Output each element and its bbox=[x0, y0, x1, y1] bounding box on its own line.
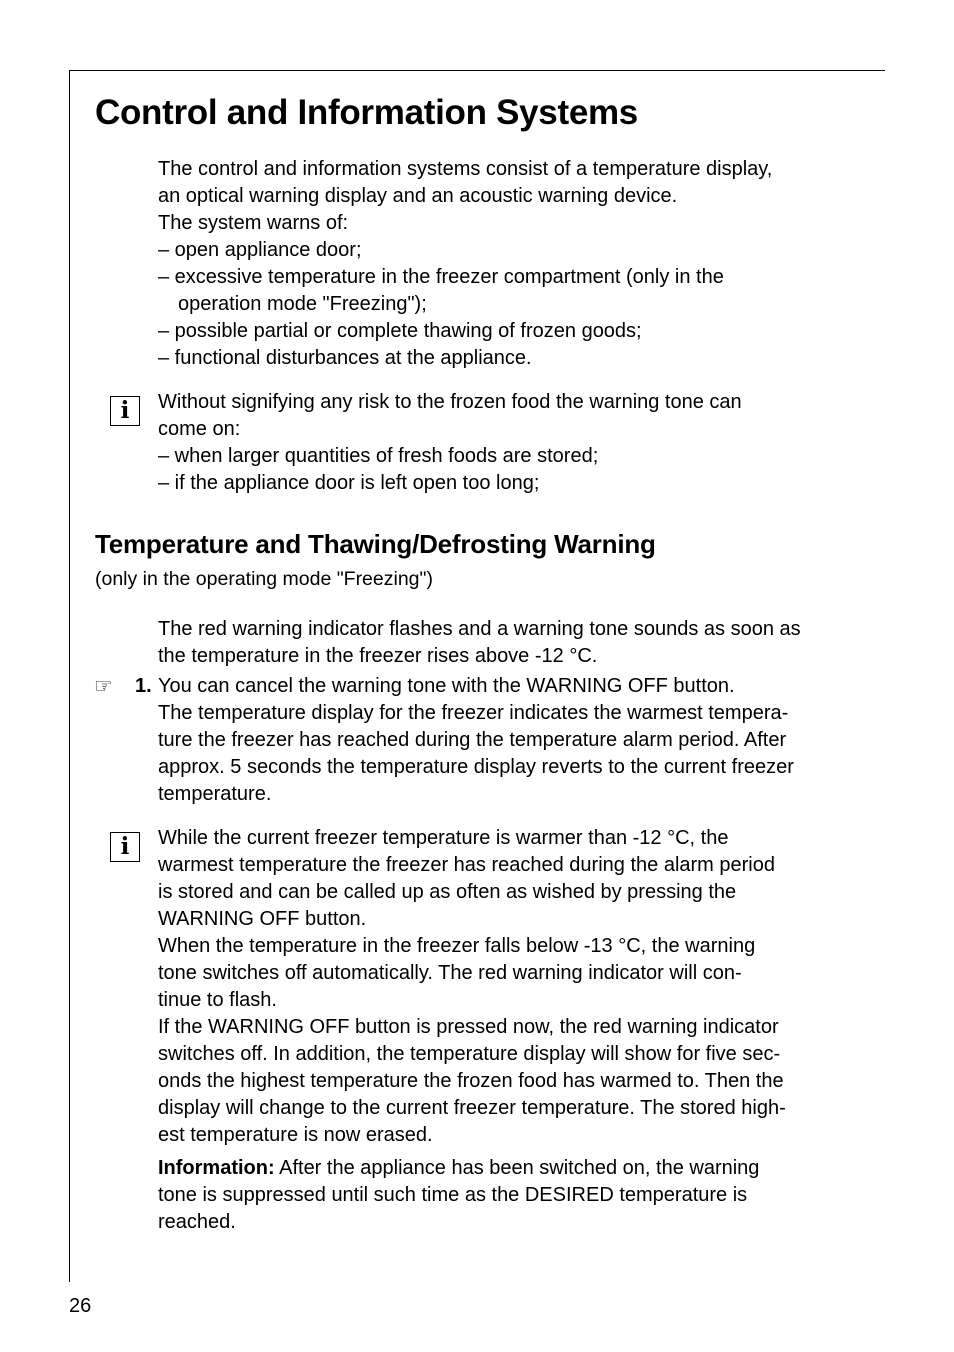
warn-list-item: – possible partial or complete thawing of frozen goods; bbox=[158, 320, 642, 342]
warn-list-item: – excessive temperature in the freezer compartment (only in the bbox=[158, 266, 724, 288]
note-line: If the WARNING OFF button is pressed now, the red warning indicator bbox=[158, 1016, 779, 1038]
information-line: tone is suppressed until such time as the DESIRED temperature is bbox=[158, 1184, 748, 1206]
info-icon: i bbox=[110, 396, 140, 426]
warning-paragraph bbox=[158, 616, 801, 670]
information-label: Information: bbox=[158, 1157, 275, 1179]
step-line: ture the freezer has reached during the temperature alarm period. After bbox=[158, 729, 787, 751]
note-line: While the current freezer temperature is warmer than -12 °C, the bbox=[158, 827, 729, 849]
note-line: switches off. In addition, the temperature display will show for five sec- bbox=[158, 1043, 781, 1065]
information-line bbox=[158, 1155, 786, 1182]
note-line: – when larger quantities of fresh foods are stored; bbox=[158, 445, 599, 467]
para-line: The red warning indicator flashes and a warning tone sounds as soon as bbox=[158, 618, 801, 640]
step-line: temperature. bbox=[158, 783, 272, 805]
step-line: You can cancel the warning tone with the WARNING OFF button. bbox=[158, 675, 735, 697]
section-subheading: (only in the operating mode "Freezing") bbox=[95, 568, 433, 590]
note2-text bbox=[158, 825, 786, 1236]
note-line: tinue to flash. bbox=[158, 989, 277, 1011]
warn-list-item-cont: operation mode "Freezing"); bbox=[178, 293, 427, 315]
step-line: The temperature display for the freezer indicates the warmest tempera- bbox=[158, 702, 789, 724]
page-title: Control and Information Systems bbox=[95, 93, 638, 132]
left-rule bbox=[69, 70, 70, 1282]
intro-text bbox=[158, 156, 772, 372]
information-text: After the appliance has been switched on, the warning bbox=[274, 1157, 760, 1179]
note-line: – if the appliance door is left open too long; bbox=[158, 472, 540, 494]
note-line: Without signifying any risk to the frozen food the warning tone can bbox=[158, 391, 742, 413]
info-icon: i bbox=[110, 832, 140, 862]
pointing-hand-icon: ☞ bbox=[94, 674, 113, 698]
page-number: 26 bbox=[69, 1295, 92, 1317]
note1-text bbox=[158, 389, 742, 497]
warn-list-item: – functional disturbances at the appliance. bbox=[158, 347, 532, 369]
intro-line: an optical warning display and an acoustic warning device. bbox=[158, 185, 678, 207]
note-line: warmest temperature the freezer has reached during the alarm period bbox=[158, 854, 775, 876]
intro-line: The system warns of: bbox=[158, 212, 349, 234]
step-number: 1. bbox=[135, 675, 152, 697]
top-rule bbox=[69, 70, 885, 71]
note-line: come on: bbox=[158, 418, 241, 440]
note-line: onds the highest temperature the frozen food has warmed to. Then the bbox=[158, 1070, 784, 1092]
note-line: is stored and can be called up as often as wished by pressing the bbox=[158, 881, 737, 903]
para-line: the temperature in the freezer rises above -12 °C. bbox=[158, 645, 598, 667]
note-line: When the temperature in the freezer falls below -13 °C, the warning bbox=[158, 935, 756, 957]
note-line: est temperature is now erased. bbox=[158, 1124, 433, 1146]
step-line: approx. 5 seconds the temperature display reverts to the current freezer bbox=[158, 756, 794, 778]
information-line: reached. bbox=[158, 1211, 236, 1233]
intro-line: The control and information systems consist of a temperature display, bbox=[158, 158, 773, 180]
note-line: display will change to the current freezer temperature. The stored high- bbox=[158, 1097, 786, 1119]
warn-list-item: – open appliance door; bbox=[158, 239, 362, 261]
section-heading: Temperature and Thawing/Defrosting Warning bbox=[95, 529, 656, 559]
note-line: tone switches off automatically. The red warning indicator will con- bbox=[158, 962, 742, 984]
step-text bbox=[158, 673, 794, 808]
note-line: WARNING OFF button. bbox=[158, 908, 367, 930]
